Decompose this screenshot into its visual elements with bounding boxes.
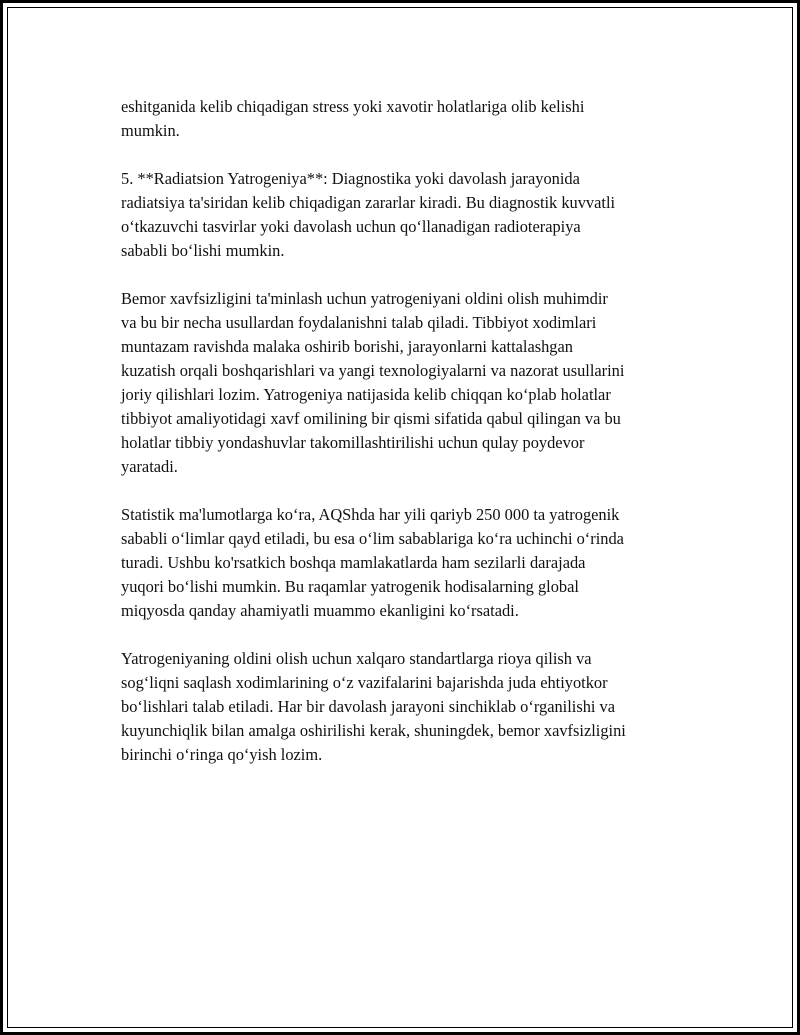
text-line: birinchi o‘ringa qo‘yish lozim. [121, 745, 323, 764]
text-line: radiatsiya ta'siridan kelib chiqadigan zararlar kiradi. Bu diagnostik kuvvatli [121, 193, 616, 212]
text-line: kuyunchiqlik bilan amalga oshirilishi kerak, shuningdek, bemor xavfsizligini [121, 721, 626, 740]
text-line: turadi. Ushbu ko'rsatkich boshqa mamlakatlarda ham sezilarli darajada [121, 553, 586, 572]
text-line: 5. **Radiatsion Yatrogeniya**: Diagnostika yoki davolash jarayonida [121, 169, 580, 188]
text-line: tibbiyot amaliyotidagi xavf omilining bir qismi sifatida qabul qilingan va bu [121, 409, 621, 428]
text-line: joriy qilishlari lozim. Yatrogeniya natijasida kelib chiqqan ko‘plab holatlar [121, 385, 611, 404]
text-line: miqyosda qanday ahamiyatli muammo ekanligini ko‘rsatadi. [121, 601, 519, 620]
text-line: kuzatish orqali boshqarishlari va yangi texnologiyalarni va nazorat usullarini [121, 361, 625, 380]
text-line: sababli bo‘lishi mumkin. [121, 241, 285, 260]
text-line: sababli o‘limlar qayd etiladi, bu esa o‘lim sabablariga ko‘ra uchinchi o‘rinda [121, 529, 624, 548]
text-line: Yatrogeniyaning oldini olish uchun xalqaro standartlarga rioya qilish va [121, 649, 592, 668]
text-line: mumkin. [121, 121, 180, 140]
paragraph-2 [121, 167, 721, 263]
text-line: yuqori bo‘lishi mumkin. Bu raqamlar yatrogenik hodisalarning global [121, 577, 579, 596]
document-body [121, 95, 721, 791]
text-line: Statistik ma'lumotlarga ko‘ra, AQShda har yili qariyb 250 000 ta yatrogenik [121, 505, 620, 524]
text-line: eshitganida kelib chiqadigan stress yoki xavotir holatlariga olib kelishi [121, 97, 585, 116]
text-line: muntazam ravishda malaka oshirib borishi, jarayonlarni kattalashgan [121, 337, 573, 356]
paragraph-5 [121, 647, 721, 767]
paragraph-4 [121, 503, 721, 623]
text-line: bo‘lishlari talab etiladi. Har bir davolash jarayoni sinchiklab o‘rganilishi va [121, 697, 616, 716]
text-line: Bemor xavfsizligini ta'minlash uchun yatrogeniyani oldini olish muhimdir [121, 289, 608, 308]
paragraph-3 [121, 287, 721, 479]
paragraph-1 [121, 95, 721, 143]
text-line: o‘tkazuvchi tasvirlar yoki davolash uchun qo‘llanadigan radioterapiya [121, 217, 581, 236]
text-line: yaratadi. [121, 457, 178, 476]
text-line: va bu bir necha usullardan foydalanishni talab qiladi. Tibbiyot xodimlari [121, 313, 597, 332]
text-line: sog‘liqni saqlash xodimlarining o‘z vazifalarini bajarishda juda ehtiyotkor [121, 673, 608, 692]
text-line: holatlar tibbiy yondashuvlar takomillashtirilishi uchun qulay poydevor [121, 433, 585, 452]
